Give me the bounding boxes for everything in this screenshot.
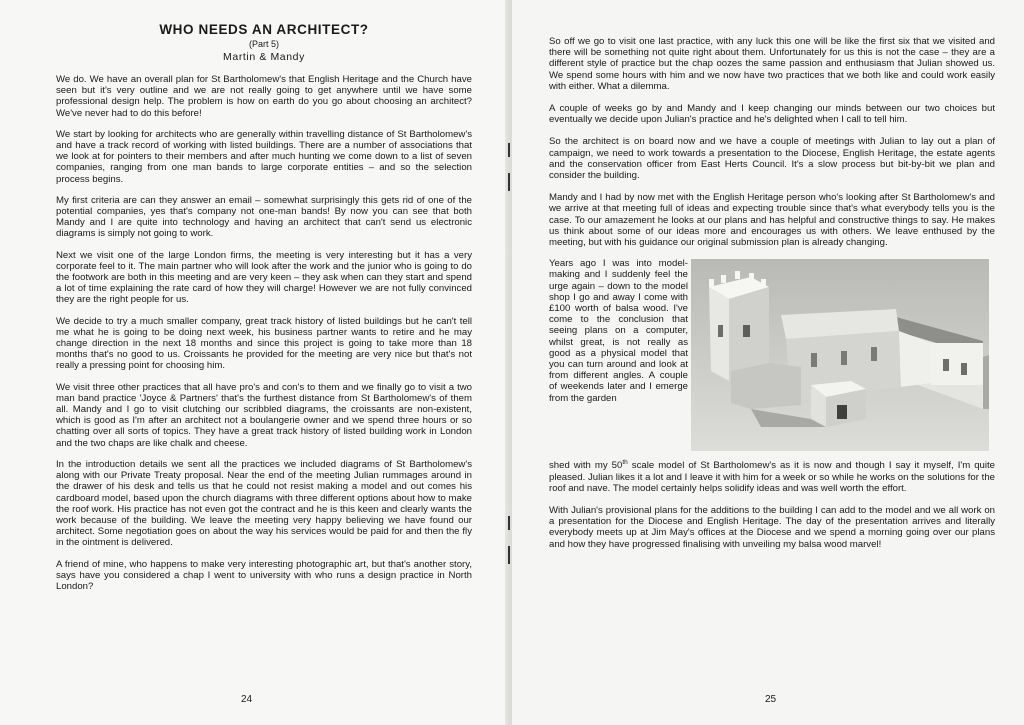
right-page xyxy=(512,0,1024,725)
margin-mark xyxy=(508,546,510,564)
margin-mark xyxy=(508,516,510,530)
paragraph: We start by looking for architects who are generally within travelling distance of St Bartholomew's and have a track record of working with listed buildings. There are a number of associations that we look at for pointers to their members and after much hunting we come down to a list of seven companies, ranging from one man bands to large corporate entities – and so the selection process begins. xyxy=(56,128,472,185)
left-column xyxy=(56,22,472,592)
paragraph: So off we go to visit one last practice, with any luck this one will be like the first six that we visited and there will be something not quite right about them. Unfortunately for us this is not the case – they are a different style of practice but the chap oozes the same passion and enthusiasm that Julian showed us. We spend some hours with him and we now have two practices that we both like and could work easily with either. What a dilemma. xyxy=(549,36,995,92)
article-title: WHO NEEDS AN ARCHITECT? xyxy=(159,22,369,37)
paragraph: We do. We have an overall plan for St Bartholomew's that English Heritage and the Church have seen but it's very outline and we are not really going to get anywhere until we have some professional design help. The problem is how on earth do you go about choosing an architect? We've never had to do this before! xyxy=(56,74,472,119)
page-number: 24 xyxy=(241,694,253,705)
ordinal-suffix: th xyxy=(622,459,628,467)
paragraph: We visit three other practices that all have pro's and con's to them and we finally go to visit a two man band practice 'Joyce & Partners' that's the furthest distance from St Bartholomew's of them all. Mandy and I go to visit clutching our scribbled diagrams, the croissants are non-existent, which is good as I'm after an architect not a boulangerie owner and we spend three hours or so chatting over all sorts of topics. They have a great track history of listed building work in London and the two chaps are like chalk and cheese. xyxy=(56,381,472,449)
church-model-photo xyxy=(691,259,989,451)
article-part: (Part 5) xyxy=(248,39,279,49)
figure-block xyxy=(549,258,995,457)
paragraph: We decide to try a much smaller company, great track history of listed buildings but he can't tell me what he is going to be doing next week, his business partner wants to retire and he may change direction in the next 18 months and since this project is going to take more than 18 months that's no good to us. Croissants he provided for the meeting are very nice but that's not really a pressing point for choosing him. xyxy=(56,315,472,372)
left-page xyxy=(0,0,510,725)
figure-continuation-start: shed with my 50 xyxy=(549,460,623,472)
balsa-church-model-image xyxy=(691,259,989,451)
page-number: 25 xyxy=(765,694,777,705)
right-column xyxy=(549,36,995,550)
paragraph: With Julian's provisional plans for the additions to the building I can add to the model and we all work on a presentation for the Diocese and English Heritage. The day of the presentation arrives and literally everybody meets up at Jim May's offices at the Diocese and we spend a morning going over our plans and how they have progressed finalising with unveiling my balsa wood marvel! xyxy=(549,505,995,550)
paragraph: A couple of weeks go by and Mandy and I keep changing our minds between our two choices but eventually we decide upon Julian's practice and he's delighted when I call to tell him. xyxy=(549,103,995,126)
figure-continuation-end: scale model of St Bartholomew's as it is now and though I say it myself, I'm quite pleased. Julian likes it a lot and I leave it with him for a week or so while he works on the solutions for the roof and nave. The model certainly helps solidify ideas and was well worth the effort. xyxy=(549,460,995,494)
margin-mark xyxy=(508,143,510,157)
figure-side-text: Years ago I was into model-making and I suddenly feel the urge again – down to the model shop I go and away I come with £100 worth of balsa wood. I've come to the conclusion that seeing plans on a computer, whilst great, is not really as good as a physical model that you can turn around and look at from different angles. A couple of weekends later and I emerge from the garden xyxy=(549,258,688,404)
article-authors: Martin & Mandy xyxy=(223,51,305,63)
paragraph: A friend of mine, who happens to make very interesting photographic art, but that's another story, says have you considered a chap I went to university with who runs a design practice in North London? xyxy=(56,558,472,592)
figure-continuation xyxy=(549,457,995,494)
paragraph: In the introduction details we sent all the practices we included diagrams of St Bartholomew's along with our Private Treaty proposal. Near the end of the meeting Julian rummages around in the drawer of his desk and tells us that he could not resist making a model and out comes his cardboard model, based upon the church diagrams with three different options about how to make the roof work. His practice has not even got the contract and he is this keen and clearly wants the work because of the building. We leave the meeting very happy believing we have found our architect. Some negotiation goes on about the way his services would be paid for and then the fly in the ointment is delivered. xyxy=(56,458,472,549)
paragraph: Mandy and I had by now met with the English Heritage person who's looking after St Bartholomew's and we arrive at that meeting full of ideas and expecting trouble since that's what everybody tells you is the case. To our amazement he looks at our plans and has helpful and constructive things to say. He makes us think about some of our ideas more and encourages us with others. We leave enthused by the meeting, but with his guidance our original submission plan is already changing. xyxy=(549,192,995,249)
paragraph: Next we visit one of the large London firms, the meeting is very interesting but it has a very corporate feel to it. The main partner who will look after the work and the junior who is going to do the footwork are both in this meeting and are very keen – they ask when can they start and spend a lot of time explaining the rate card of how they will charge! However we are not fully convinced they are the right people for us. xyxy=(56,249,472,306)
paragraph: So the architect is on board now and we have a couple of meetings with Julian to lay out a plan of campaign, we need to work towards a presentation to the Diocese, English Heritage, the estate agents and the conservation officer from East Herts Council. It's a slow process but bit-by-bit we plan and consider the building. xyxy=(549,136,995,182)
paragraph: My first criteria are can they answer an email – somewhat surprisingly this gets rid of one of the potential companies, yes that's company not one-man bands! By now you can see that both Mandy and I are quite into technology and having an architect that can't send us electronic diagrams is simply not going to work. xyxy=(56,194,472,240)
margin-mark xyxy=(508,173,510,191)
